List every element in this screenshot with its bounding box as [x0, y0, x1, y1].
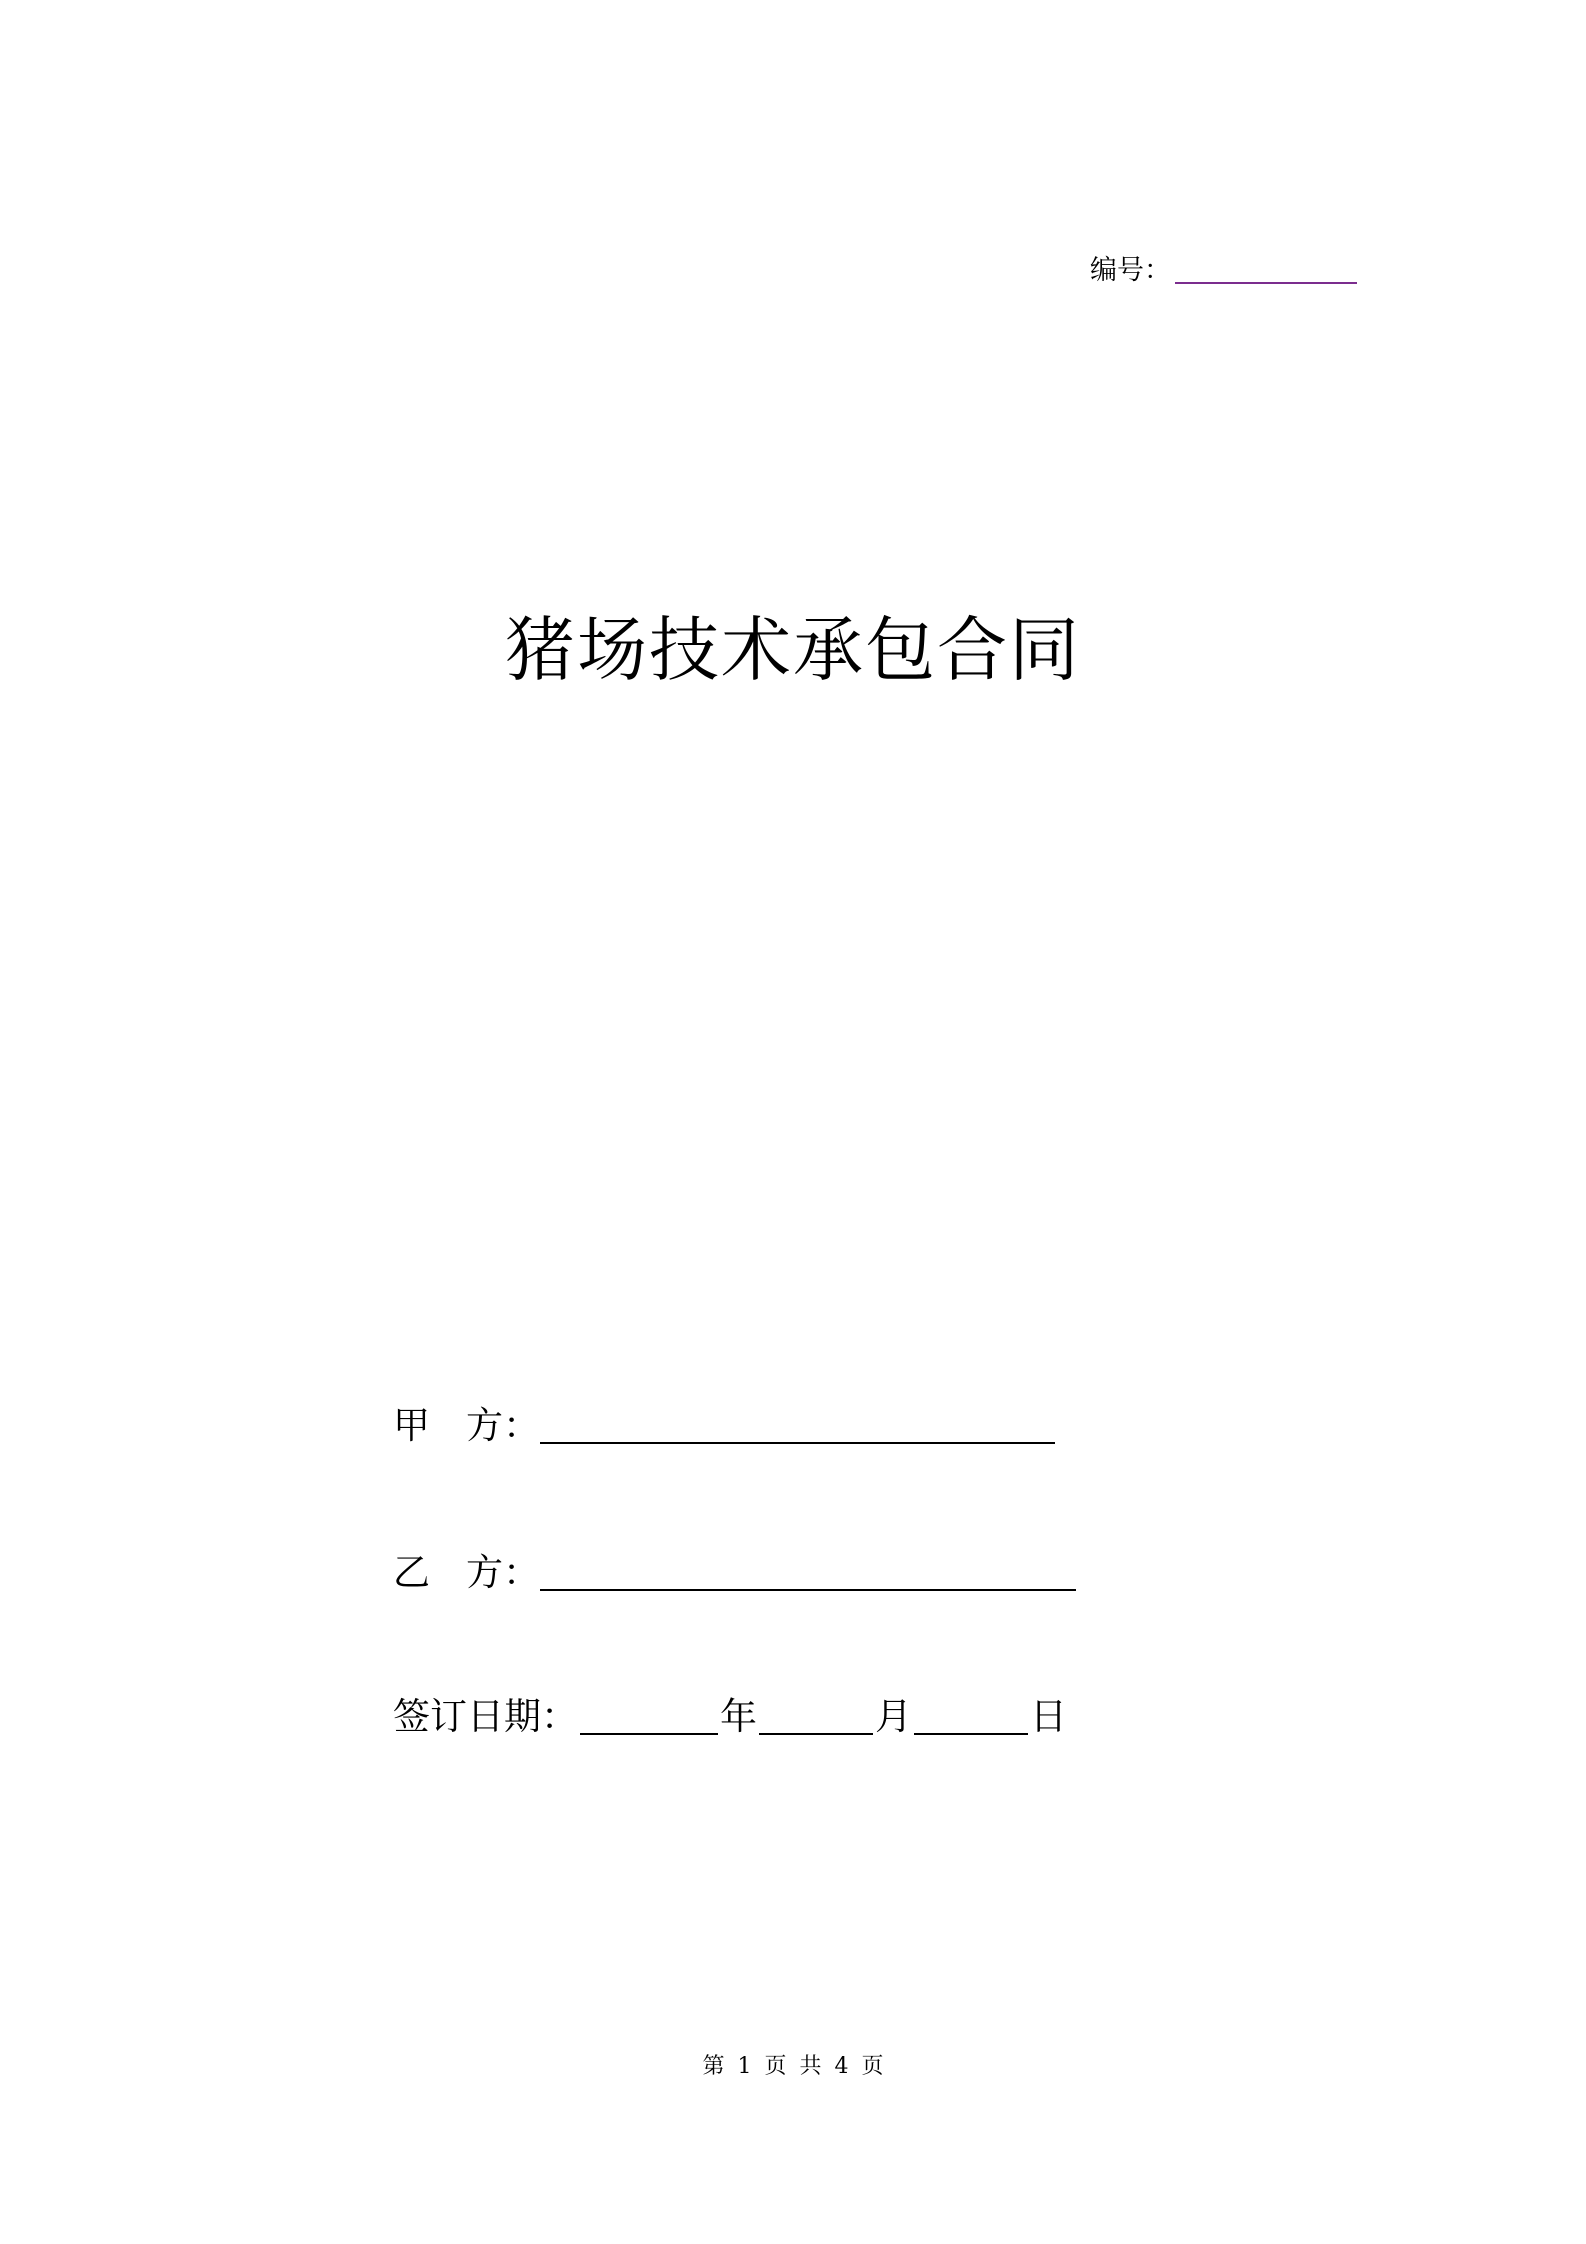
day-blank: [914, 1703, 1028, 1735]
year-blank: [580, 1703, 718, 1735]
serial-number-label: 编号：: [1090, 255, 1171, 286]
signing-date-row: [393, 1695, 1067, 1738]
month-label: 月: [875, 1695, 912, 1738]
document-title: 猪场技术承包合同: [505, 609, 1081, 691]
party-a-label-first: 甲: [393, 1404, 430, 1447]
party-a-row: [393, 1404, 1055, 1447]
signing-date-label: 签订日期：: [393, 1695, 578, 1738]
year-label: 年: [720, 1695, 757, 1738]
serial-number-blank: [1175, 254, 1357, 284]
day-label: 日: [1030, 1695, 1067, 1738]
party-b-blank: [540, 1559, 1076, 1591]
party-b-label-second: 方：: [466, 1551, 540, 1594]
party-b-row: [393, 1551, 1076, 1594]
party-a-blank: [540, 1412, 1055, 1444]
serial-number-line: [1090, 240, 1357, 284]
party-b-label-first: 乙: [393, 1551, 430, 1594]
party-a-label-second: 方：: [466, 1404, 540, 1447]
month-blank: [759, 1703, 873, 1735]
page-footer: 第 1 页 共 4 页: [702, 2054, 884, 2079]
